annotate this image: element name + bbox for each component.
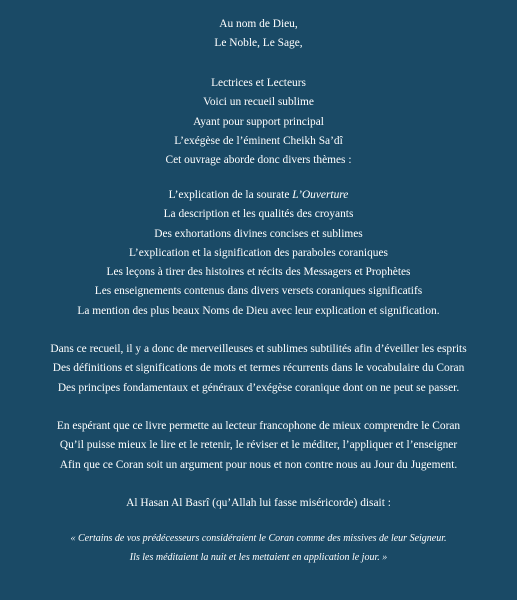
quote-attribution [0,494,517,513]
surah-title: L’Ouverture [292,189,349,201]
paragraph-line: Des principes fondamentaux et généraux d’exégèse coranique dont on ne peut se passer. [57,381,460,394]
quote-line: « Certains de vos prédécesseurs considéraient le Coran comme des missives de leur Seigneur. [70,533,447,544]
attribution-line: Al Hasan Al Basrî (qu’Allah lui fasse miséricorde) disait : [126,497,391,509]
theme-item-prefix: L’explication de la sourate [168,189,293,201]
themes-list [0,186,517,321]
theme-item: Les enseignements contenus dans divers versets coraniques significatifs [94,285,423,298]
invocation-line: Au nom de Dieu, [219,18,298,30]
recueil-paragraph [0,340,517,398]
invocation-block [0,15,517,54]
paragraph-line: Dans ce recueil, il y a donc de merveilleuses et sublimes subtilités afin d’éveiller les esprits [50,343,467,355]
theme-item: La mention des plus beaux Noms de Dieu avec leur explication et signification. [77,304,440,317]
paragraph-line: En espérant que ce livre permette au lecteur francophone de mieux comprendre le Coran [56,420,461,432]
theme-item: Les leçons à tirer des histoires et récits des Messagers et Prophètes [106,266,411,279]
invocation-line: Le Noble, Le Sage, [214,37,303,50]
paragraph-line: Des définitions et significations de mots et termes récurrents dans le vocabulaire du Coran [52,362,465,375]
paragraph-line: Qu’il puisse mieux le lire et le retenir, le réviser et le méditer, l’appliquer et l’enseigner [59,439,458,452]
theme-item: Des exhortations divines concises et sublimes [154,227,363,240]
theme-item [0,186,517,205]
address-line: Lectrices et Lecteurs [211,77,306,89]
theme-item: L’explication et la signification des paraboles coraniques [129,246,388,259]
quote-line: Ils les méditaient la nuit et les mettaient en application le jour. » [129,551,388,563]
address-line: L’exégèse de l’éminent Cheikh Sa’dî [174,134,343,147]
paragraph-line: Afin que ce Coran soit un argument pour nous et non contre nous au Jour du Jugement. [59,458,458,471]
quotation [0,530,517,567]
reader-address-block [0,74,517,170]
address-line: Cet ouvrage aborde donc divers thèmes : [165,154,352,167]
address-line: Voici un recueil sublime [203,96,314,109]
hope-paragraph [0,417,517,475]
theme-item: La description et les qualités des croyants [163,208,354,221]
address-line: Ayant pour support principal [193,115,324,128]
